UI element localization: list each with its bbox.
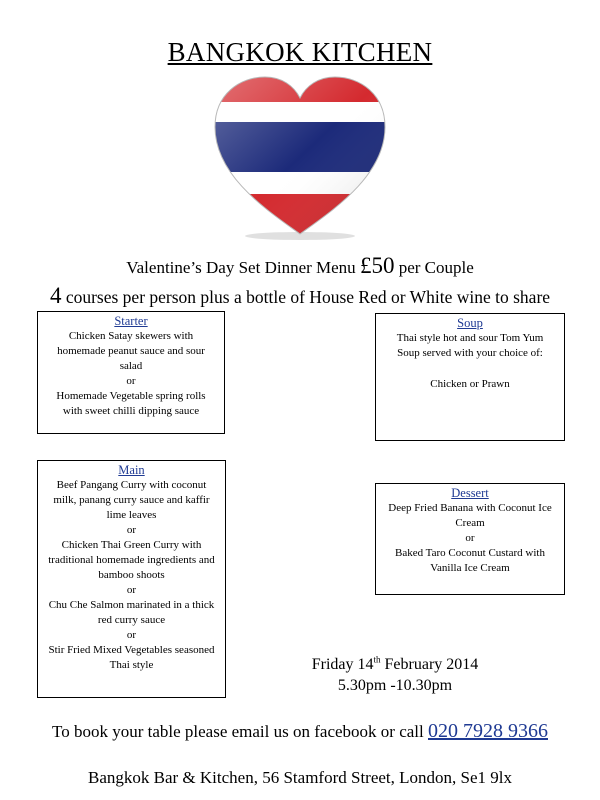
menu-headline [0, 253, 600, 279]
soup-line: Thai style hot and sour Tom Yum [396, 332, 544, 344]
headline-text: Valentine’s Day Set Dinner Menu [126, 258, 360, 277]
main-line: milk, panang curry sauce and kaffir [53, 494, 210, 506]
event-ordinal: th [373, 654, 381, 665]
subline-text: courses per person plus a bottle of House Red or White wine to share [61, 287, 551, 307]
dessert-line: Baked Taro Coconut Custard with [395, 547, 545, 559]
phone-link[interactable]: 020 7928 9366 [428, 720, 548, 742]
dessert-line: Deep Fried Banana with Coconut Ice [388, 502, 552, 514]
main-line: Stir Fried Mixed Vegetables seasoned [48, 644, 215, 656]
dessert-box [375, 483, 565, 595]
main-line: bamboo shoots [98, 569, 165, 581]
thai-flag-heart-icon [210, 72, 390, 242]
main-line: Chicken Thai Green Curry with [61, 539, 202, 551]
soup-heading: Soup [457, 316, 483, 330]
main-line: Beef Pangang Curry with coconut [56, 479, 207, 491]
starter-line: Homemade Vegetable spring rolls [56, 390, 206, 402]
main-box [37, 460, 226, 698]
restaurant-title: BANGKOK KITCHEN [167, 37, 433, 67]
headline-price: £50 [359, 253, 395, 278]
soup-choice: Chicken or Prawn [430, 378, 510, 390]
main-line: lime leaves [106, 509, 157, 521]
subline-number: 4 [49, 283, 62, 308]
main-heading: Main [118, 463, 145, 477]
main-line: Thai style [109, 659, 154, 671]
main-line: or [126, 629, 137, 641]
starter-box [37, 311, 225, 434]
dessert-heading: Dessert [451, 486, 489, 500]
starter-line: or [126, 375, 136, 387]
starter-line: homemade peanut sauce and sour [57, 345, 205, 357]
event-time: 5.30pm -10.30pm [337, 677, 453, 694]
soup-box [375, 313, 565, 441]
main-line: or [126, 524, 137, 536]
main-line: traditional homemade ingredients and [48, 554, 215, 566]
booking-info [20, 718, 580, 745]
starter-heading: Starter [114, 314, 148, 328]
dessert-line: Cream [455, 517, 485, 529]
soup-line: Soup served with your choice of: [397, 347, 543, 359]
main-line: Chu Che Salmon marinated in a thick [48, 599, 215, 611]
dessert-line: Vanilla Ice Cream [430, 562, 510, 574]
booking-text: To book your table please email us on facebook or call [52, 722, 428, 741]
restaurant-address: Bangkok Bar & Kitchen, 56 Stamford Street, London, Se1 9lx [88, 768, 512, 787]
dessert-line: or [465, 532, 475, 544]
menu-subline [0, 283, 600, 309]
event-day: Friday 14th February 2014 [311, 654, 479, 673]
starter-line: salad [119, 360, 143, 372]
starter-line: Chicken Satay skewers with [68, 330, 194, 342]
event-date [270, 654, 520, 696]
starter-line: with sweet chilli dipping sauce [62, 405, 200, 417]
main-line: or [126, 584, 137, 596]
main-line: red curry sauce [97, 614, 166, 626]
headline-suffix: per Couple [394, 258, 474, 277]
